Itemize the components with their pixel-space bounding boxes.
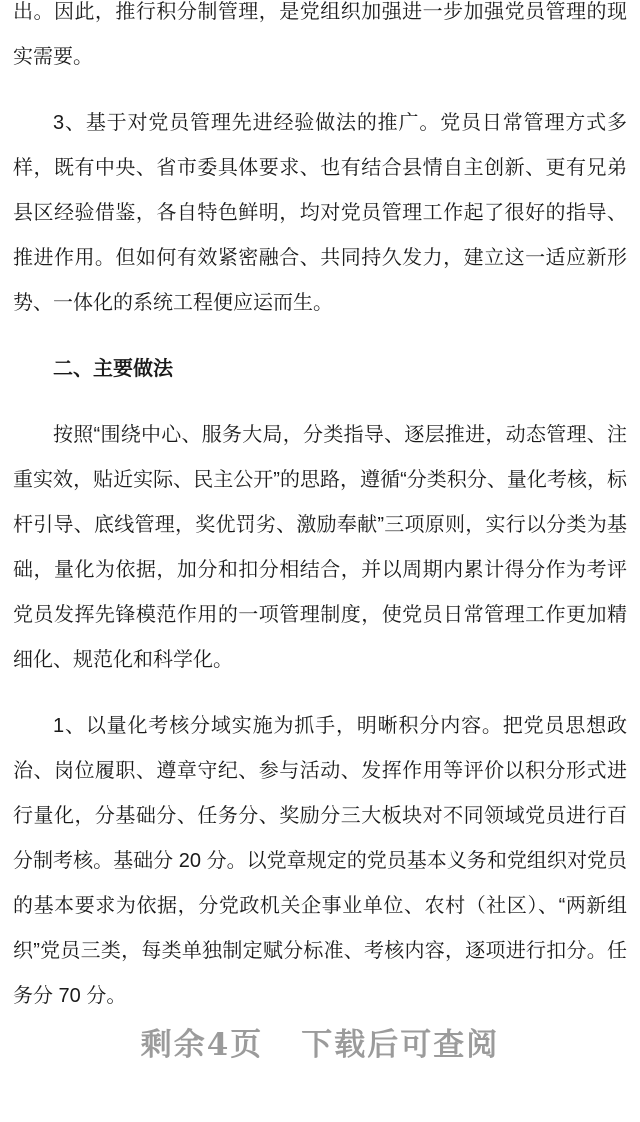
remaining-pages-notice[interactable] [0, 1026, 640, 1064]
paragraph: 1、以量化考核分域实施为抓手，明晰积分内容。把党员思想政治、岗位履职、遵章守纪、参与活动、发挥作用等评价以积分形式进行量化，分基础分、任务分、奖励分三大板块对不同领域党员进行百分制考核。基础分 20 分。以党章规定的党员基本义务和党组织对党员的基本要求为依据，分党政机关企事业单位、农村（社区）、“两新组织”党员三类，每类单独制定赋分标准、考核内容，逐项进行扣分。任务分 70 分。 [13, 715, 627, 1007]
section-heading: 二、主要做法 [53, 358, 173, 380]
paragraph-continuation: 出。因此，推行积分制管理，是党组织加强进一步加强党员管理的现实需要。 [13, 1, 627, 68]
remaining-pages-text: 剩余4页 [140, 1027, 264, 1063]
paragraph: 按照“围绕中心、服务大局，分类指导、逐层推进，动态管理、注重实效，贴近实际、民主公开”的思路，遵循“分类积分、量化考核，标杆引导、底线管理，奖优罚劣、激励奉献”三项原则，实行以分类为基础，量化为依据，加分和扣分相结合，并以周期内累计得分作为考评党员发挥先锋模范作用的一项管理制度，使党员日常管理工作更加精细化、规范化和科学化。 [13, 424, 627, 671]
paragraph: 3、基于对党员管理先进经验做法的推广。党员日常管理方式多样，既有中央、省市委具体要求、也有结合县情自主创新、更有兄弟县区经验借鉴，各自特色鲜明，均对党员管理工作起了很好的指导、推进作用。但如何有效紧密融合、共同持久发力，建立这一适应新形势、一体化的系统工程便应运而生。 [13, 112, 627, 314]
download-hint-text: 下载后可查阅 [301, 1027, 500, 1063]
